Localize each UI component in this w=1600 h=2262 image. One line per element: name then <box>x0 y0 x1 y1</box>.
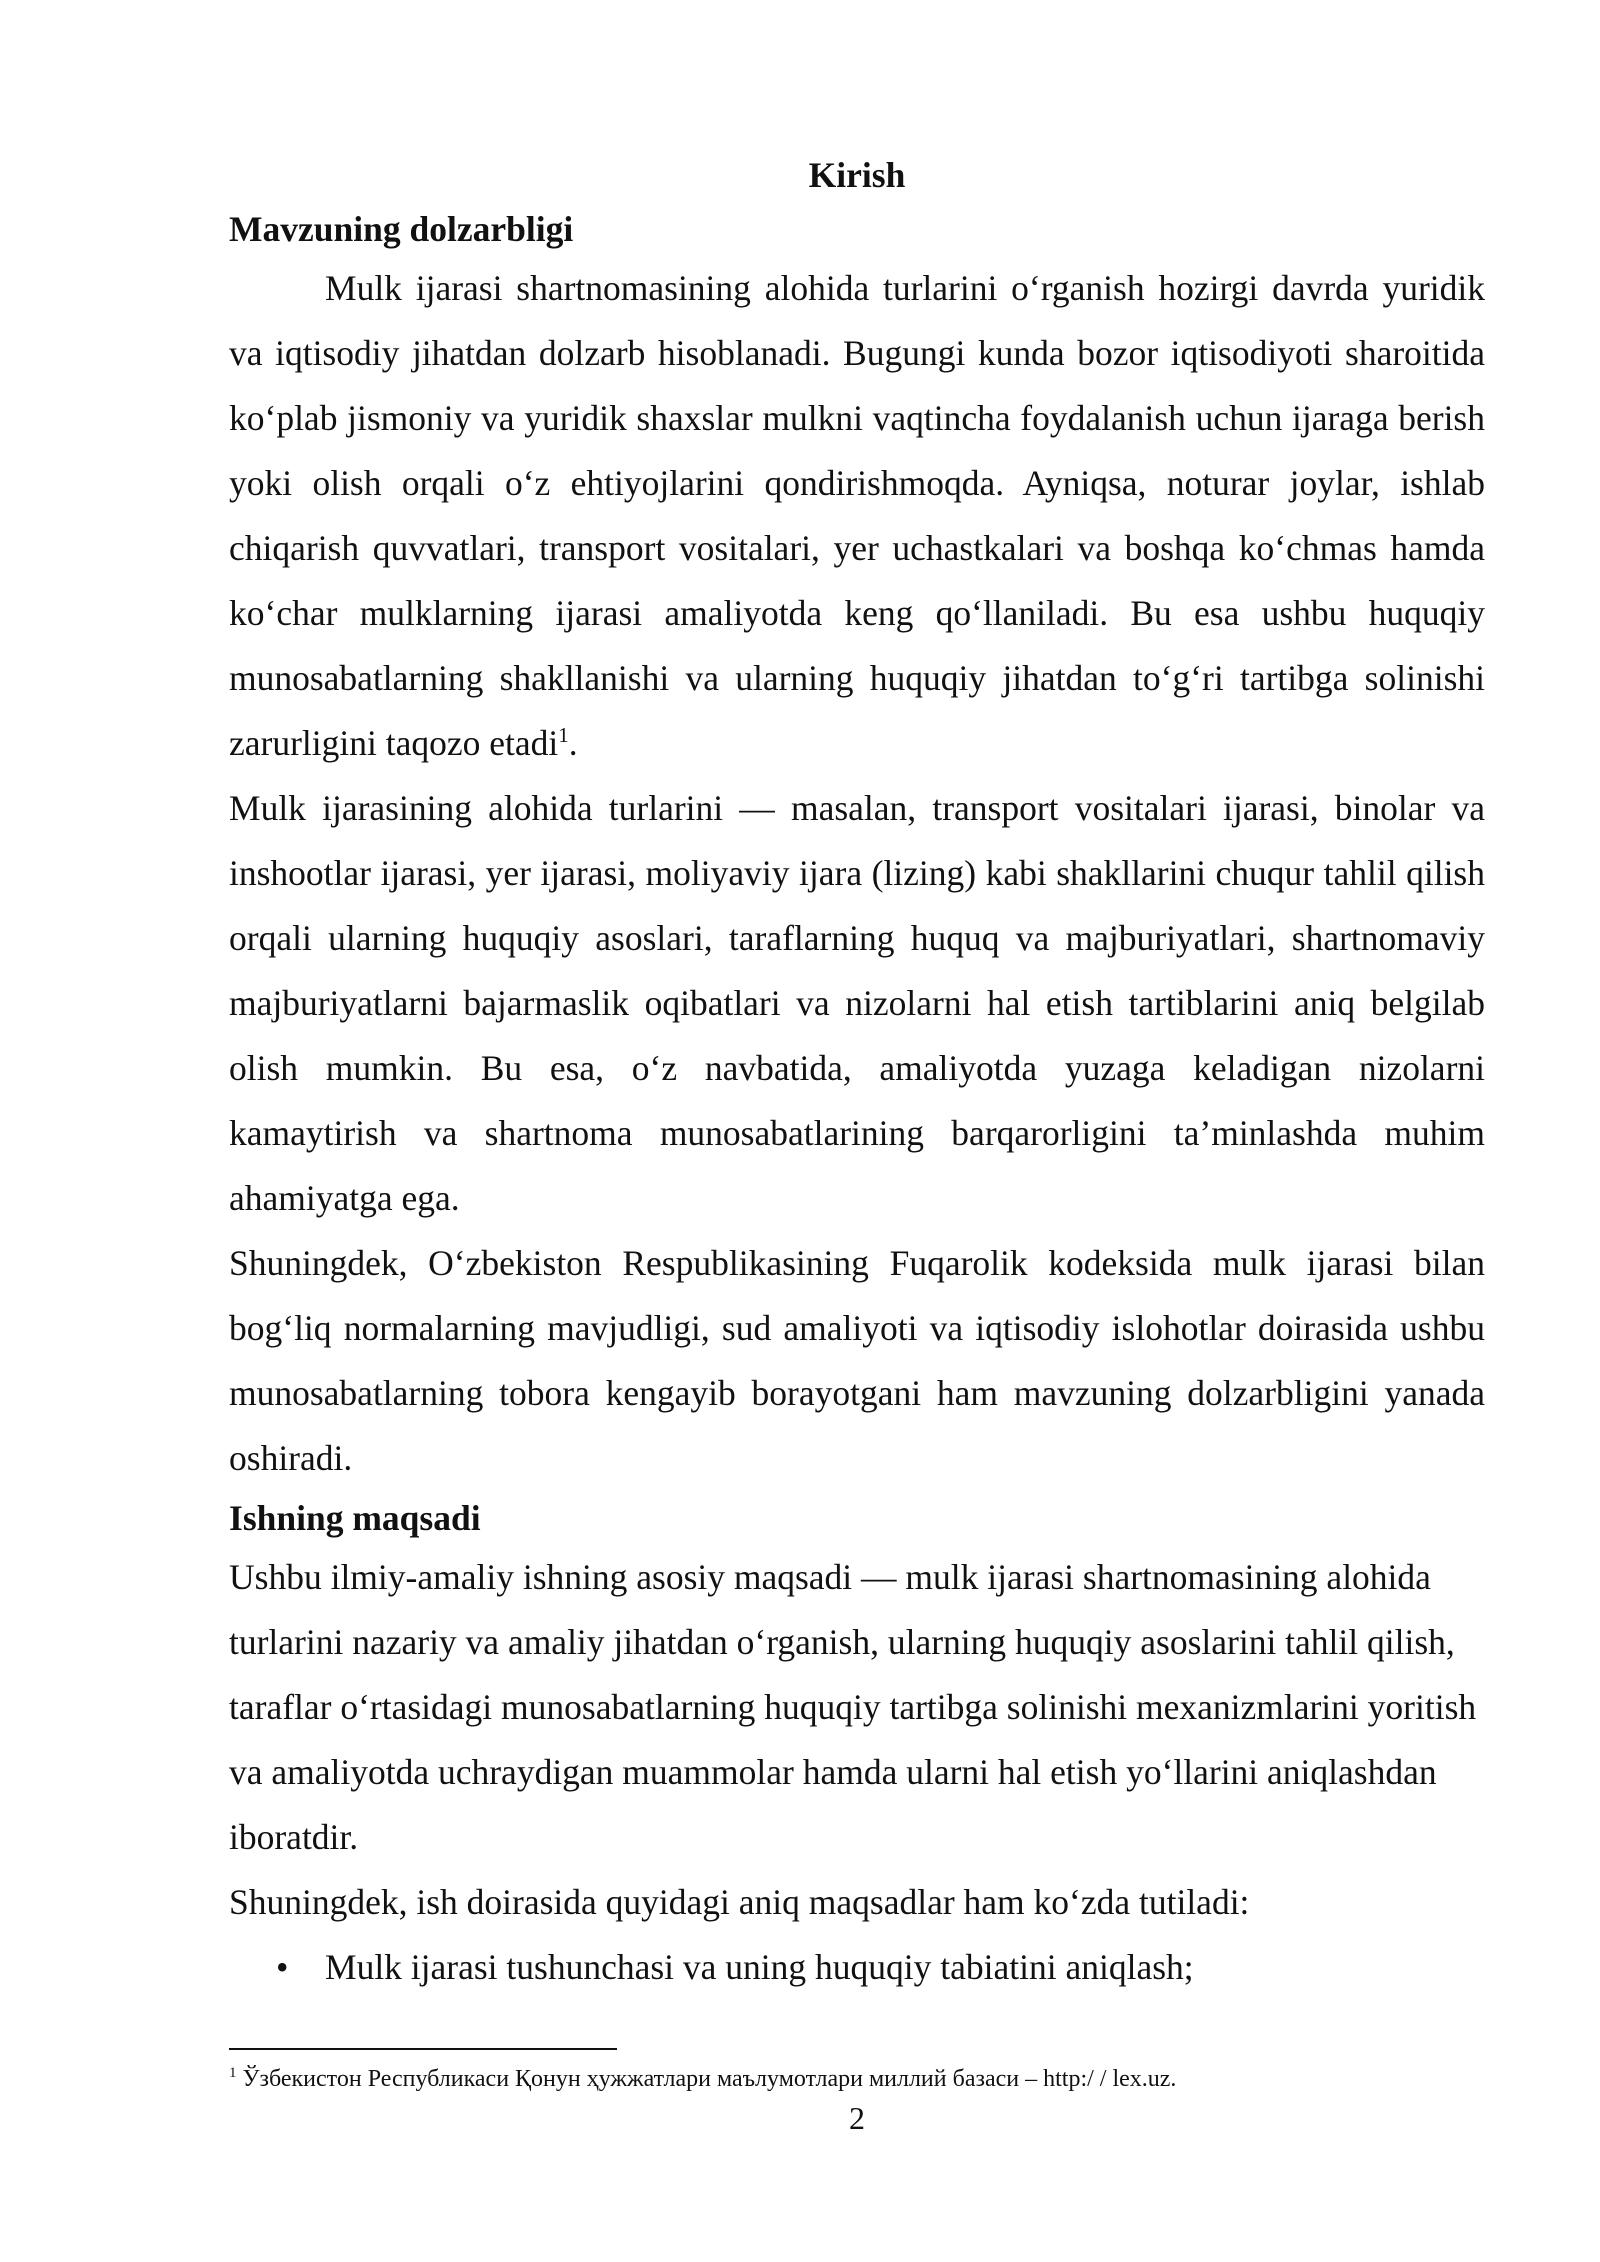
list-item <box>229 1935 1485 2000</box>
section-heading-goal: Ishning maqsadi <box>229 1498 481 1538</box>
footnote-reference: 1 <box>558 723 569 748</box>
goal-bullet-list <box>229 1935 1485 2000</box>
list-item-text: Mulk ijarasi tushunchasi va uning huquqiy tabiatini aniqlash; <box>325 1947 1194 1987</box>
page-title: Kirish <box>808 155 906 195</box>
footnote-text: Ўзбекистон Республикаси Қонун ҳужжатлари маълумотлари миллий базаси – http:/ / lex.uz. <box>242 2066 1177 2092</box>
goal-paragraph-2: Shuningdek, ish doirasida quyidagi aniq maqsadlar ham ko‘zda tutiladi: <box>229 1882 1250 1922</box>
bullet-icon: • <box>276 1947 289 1987</box>
relevance-paragraph-3: Shuningdek, O‘zbekiston Respublikasining Fuqarolik kodeksida mulk ijarasi bilan bog‘liq normalarning mavjudligi, sud amaliyoti va iqtisodiy islohotlar doirasida ushbu munosabatlarning tobora kengayib borayotgani ham mavzuning dolzarbligini yanada oshiradi. <box>229 1243 1485 1478</box>
goal-paragraph-1: Ushbu ilmiy-amaliy ishning asosiy maqsadi — mulk ijarasi shartnomasining alohida turlarini nazariy va amaliy jihatdan o‘rganish, ularning huquqiy asoslarini tahlil qilish, taraflar o‘rtasidagi munosabatlarning huquqiy tartibga solinishi mexanizmlarini yoritish va amaliyotda uchraydigan muammolar hamda ularni hal etish yo‘llarini aniqlashdan iboratdir. <box>229 1557 1477 1857</box>
footnote-mark: 1 <box>229 2065 237 2081</box>
relevance-paragraph-1-text: Mulk ijarasi shartnomasining alohida turlarini o‘rganish hozirgi davrda yuridik va iqtisodiy jihatdan dolzarb hisoblanadi. Bugungi kunda bozor iqtisodiyoti sharoitida ko‘plab jismoniy va yuridik shaxslar mulkni vaqtincha foydalanish uchun ijaraga berish yoki olish orqali o‘z ehtiyojlarini qondirishmoqda. Ayniqsa, noturar joylar, ishlab chiqarish quvvatlari, transport vositalari, yer uchastkalari va boshqa ko‘chmas hamda ko‘char mulklarning ijarasi amaliyotda keng qo‘llaniladi. Bu esa ushbu huquqiy munosabatlarning shakllanishi va ularning huquqiy jihatdan to‘g‘ri tartibga solinishi zarurligini taqozo etadi <box>229 268 1485 763</box>
relevance-paragraph-1 <box>229 256 1485 776</box>
relevance-paragraph-2: Mulk ijarasining alohida turlarini — masalan, transport vositalari ijarasi, binolar va inshootlar ijarasi, yer ijarasi, moliyaviy ijara (lizing) kabi shakllarini chuqur tahlil qilish orqali ularning huquqiy asoslari, taraflarning huquq va majburiyatlari, shartnomaviy majburiyatlarni bajarmaslik oqibatlari va nizolarni hal etish tartiblarini aniq belgilab olish mumkin. Bu esa, o‘z navbatida, amaliyotda yuzaga keladigan nizolarni kamaytirish va shartnoma munosabatlarining barqarorligini ta’minlashda muhim ahamiyatga ega. <box>229 788 1485 1218</box>
page-number: 2 <box>849 2100 865 2136</box>
footnote <box>229 2063 1485 2095</box>
footnote-separator <box>229 2048 617 2050</box>
page-body <box>229 148 1485 2000</box>
section-heading-relevance: Mavzuning dolzarbligi <box>229 209 574 249</box>
relevance-paragraph-1-end: . <box>568 723 578 763</box>
